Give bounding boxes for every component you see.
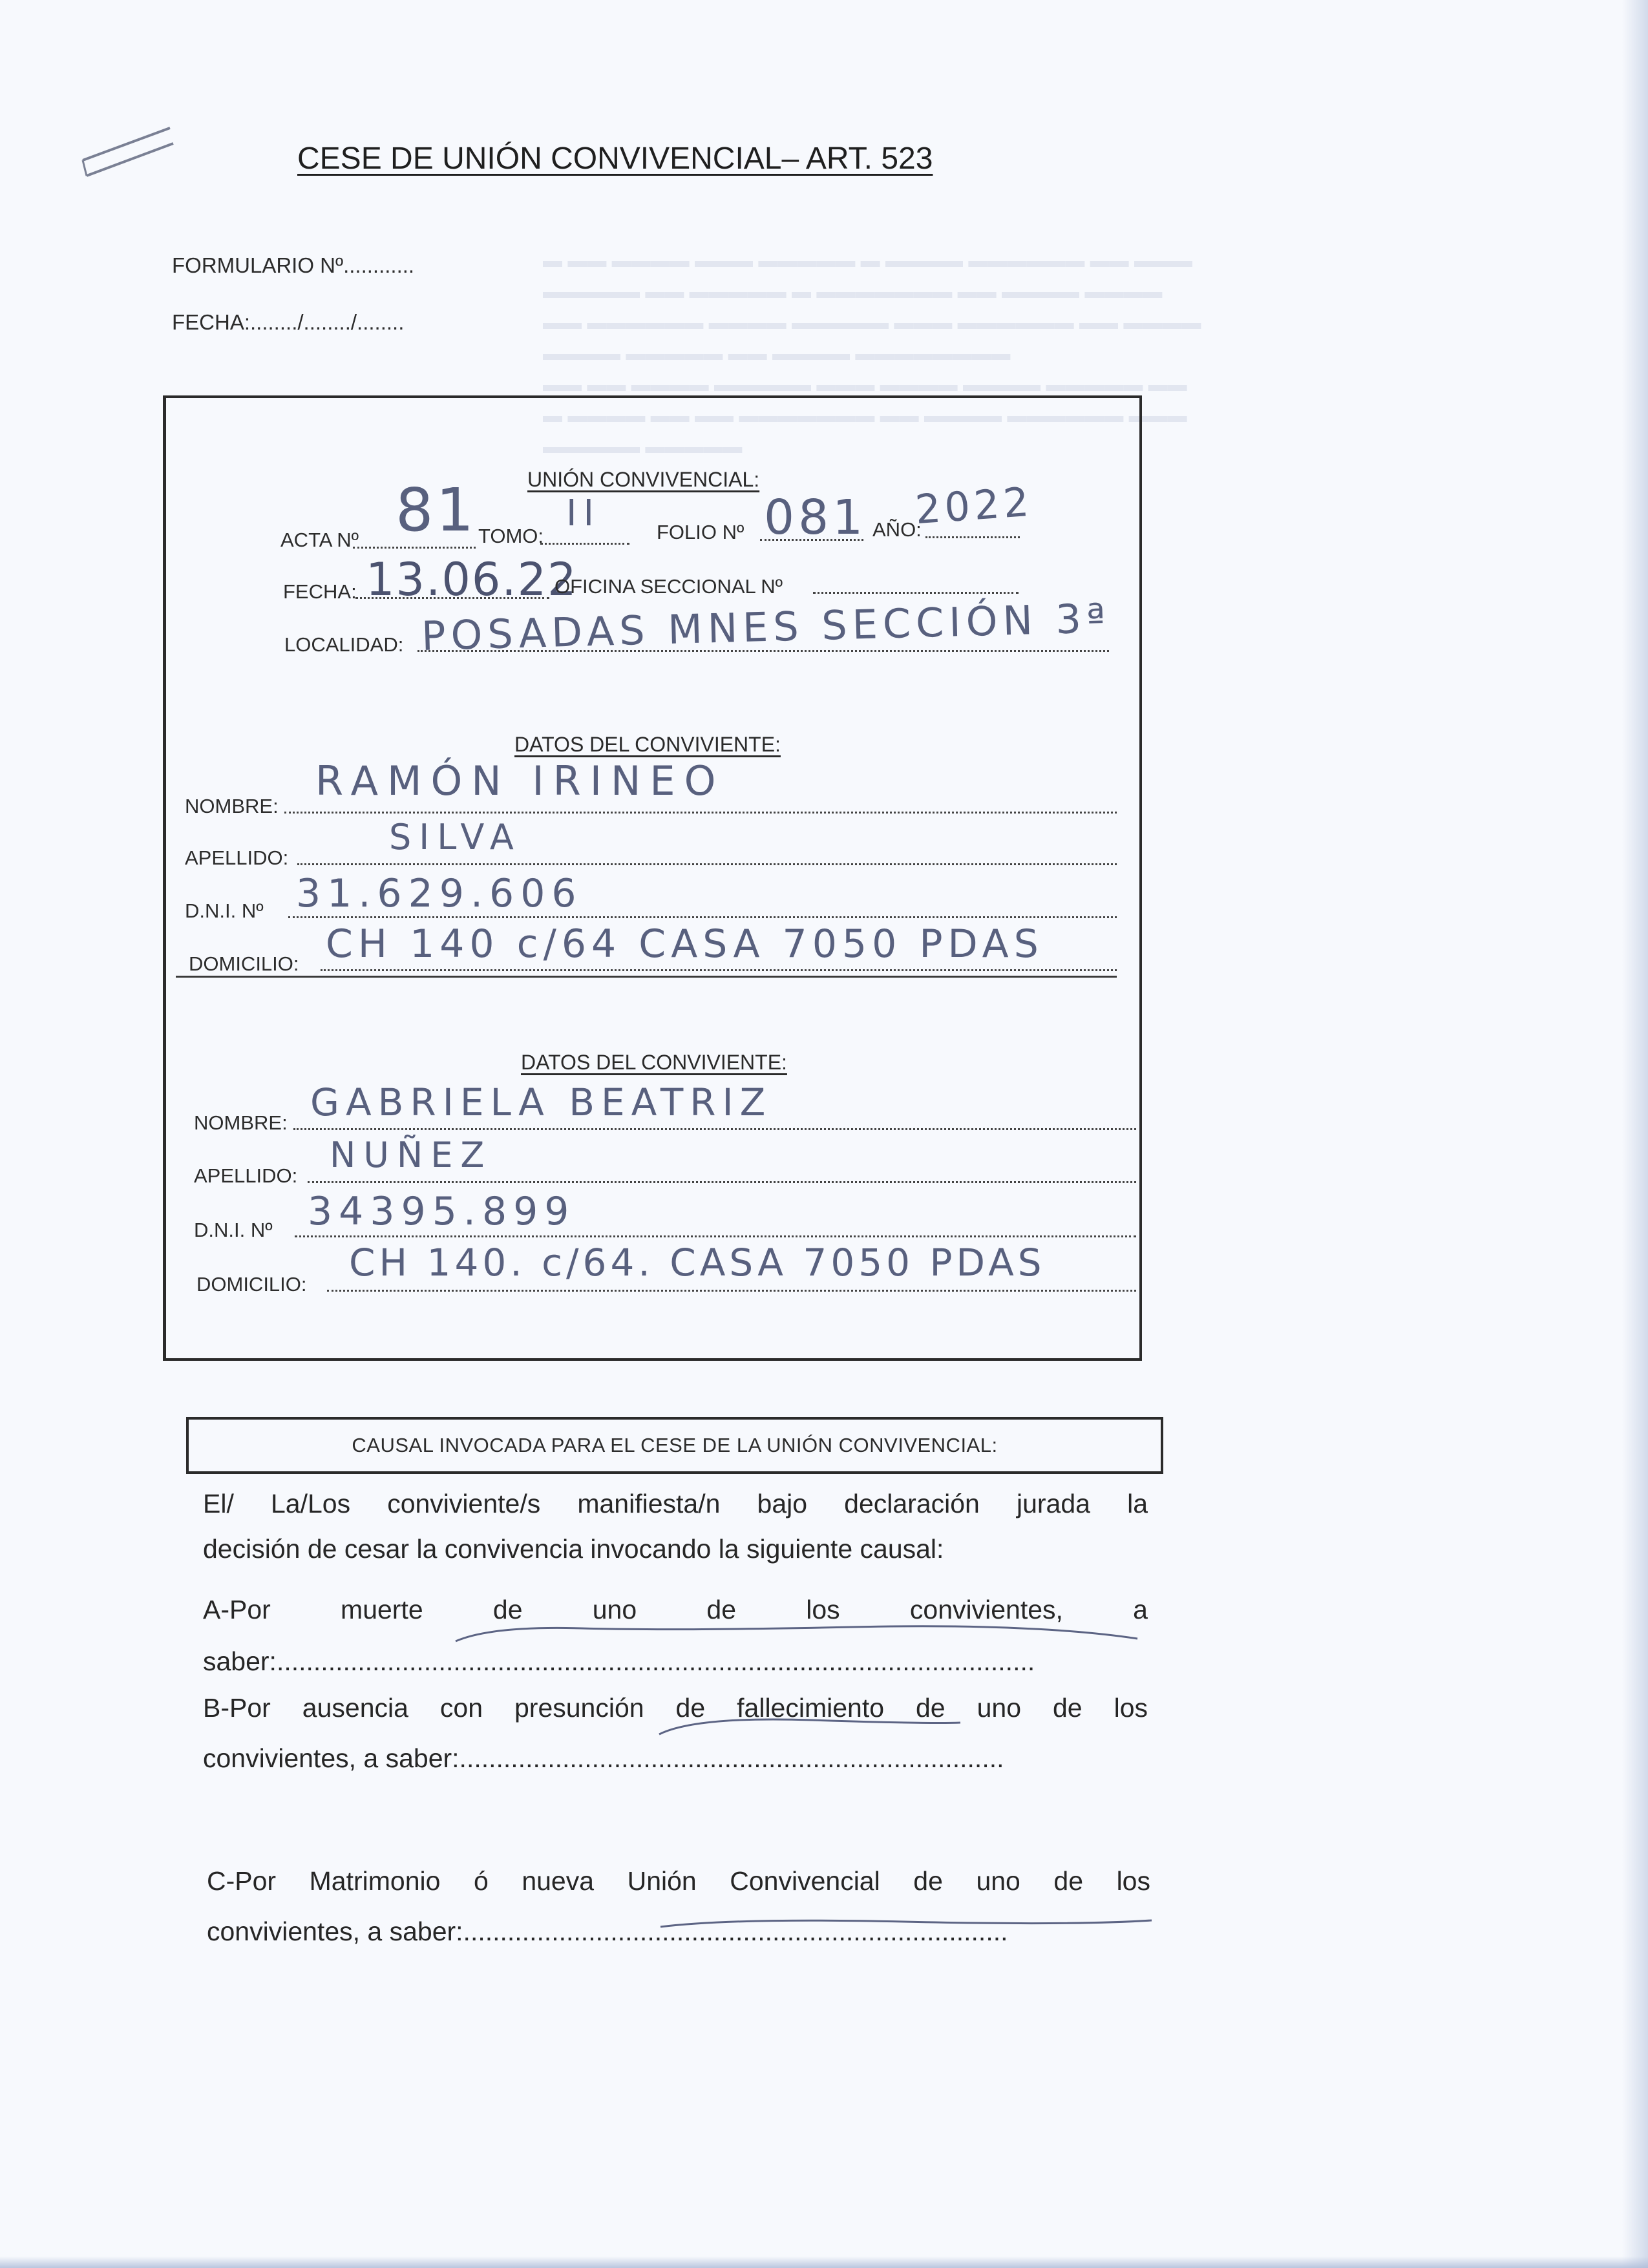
folio-value: 081	[764, 490, 867, 545]
conviviente-2-domicilio-value: CH 140. c/64. CASA 7050 PDAS	[349, 1241, 1046, 1285]
tomo-label: TOMO:	[478, 525, 544, 547]
tomo-dots	[540, 543, 629, 545]
tomo-value: II	[566, 492, 601, 534]
conviviente-1-nombre-label: NOMBRE:	[185, 795, 279, 817]
conviviente-2-apellido-value: NUÑEZ	[330, 1135, 492, 1175]
box-divider	[176, 976, 1117, 978]
conviviente-1-dni-value: 31.629.606	[296, 871, 583, 916]
causal-c-ink-stroke	[658, 1915, 1156, 1935]
conviviente-1-dni-dots	[288, 916, 1117, 918]
acta-dots	[353, 547, 476, 549]
oficina-label: OFICINA SECCIONAL Nº	[555, 575, 783, 598]
conviviente-2-nombre-value: GABRIELA BEATRIZ	[310, 1080, 772, 1124]
conviviente-1-apellido-label: APELLIDO:	[185, 846, 289, 869]
union-date-label: FECHA:	[283, 580, 357, 603]
conviviente-2-dni-dots	[295, 1235, 1136, 1237]
conviviente-2-apellido-dots	[308, 1181, 1136, 1183]
conviviente-1-domicilio-label: DOMICILIO:	[189, 952, 299, 975]
conviviente-2-apellido-label: APELLIDO:	[194, 1164, 298, 1187]
union-date-value: 13.06.22	[366, 553, 578, 606]
acta-label: ACTA Nº	[280, 529, 359, 551]
acta-value: 81	[396, 476, 477, 545]
bleed-through: ▬ ▬▬ ▬▬▬▬ ▬▬▬ ▬▬▬▬▬ ▬ ▬▬▬▬ ▬▬▬▬▬▬ ▬▬ ▬▬▬ ▬▬▬▬▬ ▬▬ ▬▬▬▬▬ ▬ ▬▬▬▬▬▬▬ ▬▬ ▬▬▬▬ ▬▬▬▬ ▬▬ ▬▬▬▬▬▬ ▬▬▬▬ ▬▬▬▬▬ ▬▬▬ ▬▬▬▬▬▬ ▬▬ ▬▬▬▬ ▬▬▬▬ ▬▬▬▬▬ ▬▬ ▬▬▬▬ ▬▬▬▬▬▬▬▬ ▬▬ ▬▬ ▬▬▬▬ ▬▬▬▬▬ ▬▬▬ ▬▬▬▬ ▬▬▬▬ ▬▬▬▬▬ ▬▬ ▬ ▬▬▬▬ ▬▬ ▬▬ ▬▬▬▬▬▬▬ ▬▬ ▬▬▬▬ ▬▬▬▬▬▬ ▬▬▬ ▬▬▬▬▬ ▬▬▬▬▬	[543, 250, 1201, 457]
localidad-label: LOCALIDAD:	[284, 633, 404, 656]
conviviente-1-apellido-dots	[297, 863, 1117, 865]
causal-a-line-2: saber:.......................................................................................................	[203, 1646, 1035, 1676]
form-date-label: FECHA:......../......../........	[172, 310, 405, 334]
conviviente-1-nombre-value: RAMÓN IRINEO	[315, 757, 725, 804]
causal-b-line-2: convivientes, a saber:..........................................................................	[203, 1743, 1004, 1773]
causal-heading: CAUSAL INVOCADA PARA EL CESE DE LA UNIÓN CONVIVENCIAL:	[352, 1434, 998, 1456]
causal-intro-line-2: decisión de cesar la convivencia invocando la siguiente causal:	[203, 1534, 944, 1564]
anio-value: 2022	[913, 478, 1035, 534]
conviviente-1-domicilio-value: CH 140 c/64 CASA 7050 PDAS	[326, 921, 1044, 967]
staple-mark	[76, 123, 180, 181]
conviviente-2-domicilio-dots	[327, 1290, 1136, 1292]
anio-dots	[925, 536, 1020, 538]
conviviente-1-nombre-dots	[284, 812, 1117, 814]
causal-a-ink-stroke	[452, 1619, 1150, 1645]
folio-label: FOLIO Nº	[657, 521, 745, 543]
causal-heading-box	[186, 1417, 1163, 1474]
conviviente-1-dni-label: D.N.I. Nº	[185, 899, 264, 922]
conviviente-2-nombre-dots	[293, 1128, 1136, 1130]
causal-intro-line-1: El/ La/Los conviviente/s manifiesta/n bajo declaración jurada la	[203, 1489, 1148, 1518]
document-title: CESE DE UNIÓN CONVIVENCIAL– ART. 523	[297, 142, 933, 176]
conviviente-2-nombre-label: NOMBRE:	[194, 1111, 288, 1134]
conviviente-2-domicilio-label: DOMICILIO:	[196, 1273, 307, 1296]
localidad-value: POSADAS MNES SECCIÓN 3ª	[421, 594, 1112, 660]
causal-a-line-1: A-Por muerte de uno de los convivientes, a	[203, 1595, 1148, 1624]
conviviente-1-apellido-value: SILVA	[389, 817, 522, 857]
conviviente-2-heading: DATOS DEL CONVIVIENTE:	[521, 1051, 787, 1074]
union-heading: UNIÓN CONVIVENCIAL:	[527, 468, 760, 491]
oficina-dots	[813, 592, 1019, 594]
causal-b-line-1: B-Por ausencia con presunción de fallecimiento de uno de los	[203, 1693, 1148, 1723]
page-bottom-shadow	[0, 2256, 1648, 2268]
causal-c-line-2: convivientes, a saber:..........................................................................	[207, 1916, 1008, 1946]
causal-b-ink-stroke	[657, 1712, 967, 1738]
page-edge-shadow	[1622, 0, 1648, 2268]
causal-c-line-1: C-Por Matrimonio ó nueva Unión Convivencial de uno de los	[207, 1866, 1150, 1896]
conviviente-1-domicilio-dots	[321, 969, 1117, 971]
conviviente-2-dni-label: D.N.I. Nº	[194, 1219, 273, 1241]
formulario-number-label: FORMULARIO Nº............	[172, 253, 415, 277]
conviviente-1-heading: DATOS DEL CONVIVIENTE:	[514, 733, 781, 756]
conviviente-2-dni-value: 34395.899	[308, 1189, 576, 1234]
anio-label: AÑO:	[872, 518, 922, 541]
